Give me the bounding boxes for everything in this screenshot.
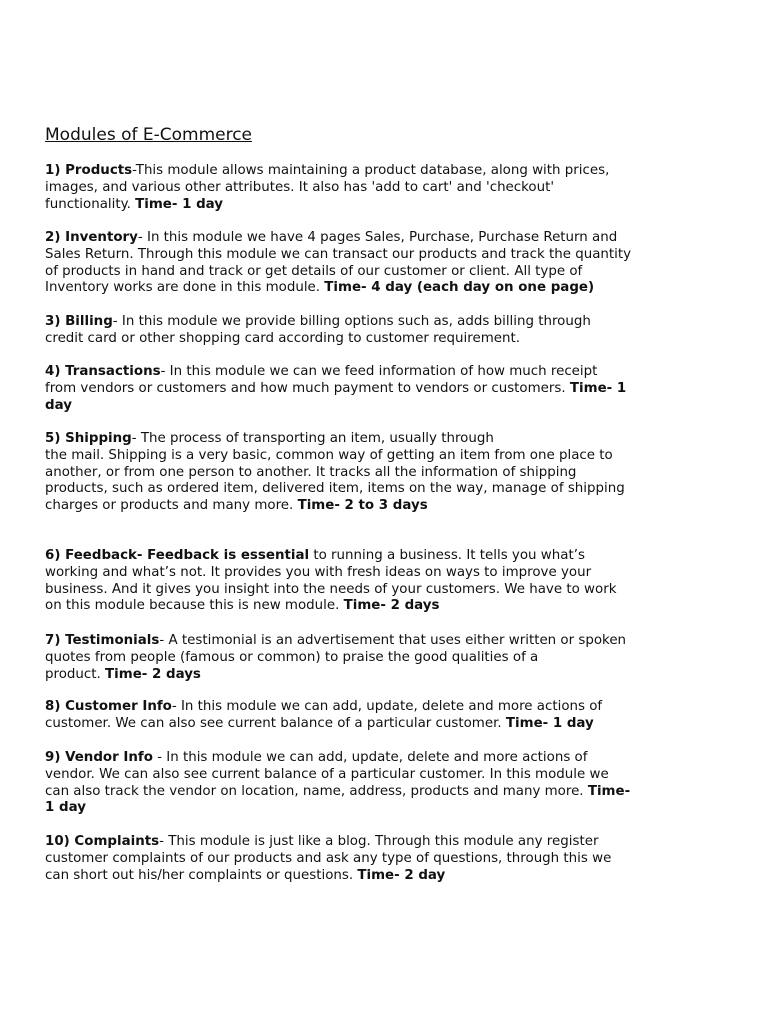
text-line (45, 364, 626, 381)
module-text: can also track the vendor on location, name, address, products and many more. (45, 783, 588, 799)
text-line (45, 548, 616, 565)
module-time: Time- 4 day (each day on one page) (324, 280, 595, 296)
module-heading: 5) Shipping (45, 431, 132, 446)
module-text: charges or products and many more. (45, 498, 298, 514)
module-text: customer complaints of our products and ask any type of questions, through this we (45, 850, 612, 866)
module-text: credit card or other shopping card according to customer requirement. (45, 330, 520, 346)
module-heading: 8) Customer Info (45, 699, 172, 714)
text-line (45, 716, 602, 733)
module-time: Time- 2 days (105, 666, 201, 682)
module-text: products, such as ordered item, delivered item, items on the way, manage of shipping (45, 481, 625, 497)
module-time: 1 day (45, 800, 86, 816)
section-vendor-info (45, 750, 630, 817)
module-text: working and what’s not. It provides you with fresh ideas on ways to improve your (45, 564, 592, 580)
module-time: Time- 2 days (343, 598, 440, 614)
text-line (45, 197, 609, 214)
section-billing (45, 314, 591, 348)
module-text: business. And it gives you insight into the needs of your customers. We have to work (45, 581, 617, 597)
module-text: - A testimonial is an advertisement that uses either written or spoken (159, 633, 627, 648)
text-line (45, 582, 616, 599)
module-text: images, and various other attributes. It also has 'add to cart' and 'checkout' (45, 179, 555, 195)
module-text: the mail. Shipping is a very basic, common way of getting an item from one place to (45, 447, 613, 463)
section-products (45, 163, 609, 213)
text-line (45, 868, 611, 885)
module-time: Time- 1 day (135, 196, 224, 212)
text-line (45, 331, 591, 348)
module-text: to running a business. It tells you what’s (309, 548, 585, 563)
module-text: product. (45, 666, 106, 682)
section-customer-info (45, 699, 602, 733)
text-line (45, 431, 625, 448)
text-line (45, 264, 631, 281)
module-heading: 9) Vendor Info (45, 750, 153, 765)
module-time: Time- (587, 783, 631, 799)
text-line (45, 448, 625, 465)
text-line (45, 381, 626, 398)
text-line (45, 800, 630, 817)
text-line (45, 699, 602, 716)
module-text: - In this module we provide billing options such as, adds billing through (112, 314, 591, 329)
text-line (45, 398, 626, 415)
module-text: functionality. (45, 196, 136, 212)
module-text: - In this module we can add, update, delete and more actions of (152, 750, 588, 765)
text-line (45, 767, 630, 784)
text-line (45, 650, 626, 667)
document-title: Modules of E-Commerce (45, 125, 253, 145)
module-text: Inventory works are done in this module. (45, 280, 325, 296)
section-transactions (45, 364, 626, 414)
module-time: Time- 2 day (357, 867, 446, 883)
text-line (45, 784, 630, 801)
section-feedback (45, 548, 616, 615)
section-inventory (45, 230, 631, 297)
module-text: another, or from one person to another. It tracks all the information of shipping (45, 464, 577, 480)
module-text: - The process of transporting an item, usually through (131, 431, 494, 446)
text-line (45, 851, 611, 868)
module-text: customer. We can also see current balance of a particular customer. (45, 715, 506, 731)
text-line (45, 314, 591, 331)
text-line (45, 481, 625, 498)
text-line (45, 667, 626, 684)
module-heading: 4) Transactions (45, 364, 161, 379)
module-text: - In this module we have 4 pages Sales, Purchase, Purchase Return and (137, 230, 618, 245)
module-time: Time- 1 day (505, 715, 594, 731)
text-line (45, 280, 631, 297)
section-shipping (45, 431, 625, 515)
module-heading: 2) Inventory (45, 230, 138, 245)
module-text: vendor. We can also see current balance of a particular customer. In this module we (45, 766, 609, 782)
text-line (45, 230, 631, 247)
module-text: can short out his/her complaints or questions. (45, 867, 358, 883)
module-time: Time- 1 (569, 380, 627, 396)
module-time: Time- 2 to 3 days (297, 498, 428, 514)
text-line (45, 498, 625, 515)
module-text: - In this module we can add, update, delete and more actions of (171, 699, 603, 714)
module-text: on this module because this is new module. (45, 598, 344, 614)
text-line (45, 465, 625, 482)
section-testimonials (45, 633, 626, 683)
text-line (45, 180, 609, 197)
module-heading: 10) Complaints (45, 834, 160, 849)
text-line (45, 633, 626, 650)
text-line (45, 834, 611, 851)
module-heading: 3) Billing (45, 314, 113, 329)
text-line (45, 163, 609, 180)
text-line (45, 750, 630, 767)
module-text: -This module allows maintaining a product database, along with prices, (132, 163, 610, 178)
module-text: - This module is just like a blog. Through this module any register (159, 834, 599, 849)
module-text: Sales Return. Through this module we can transact our products and track the quantity (45, 246, 632, 262)
module-heading: 7) Testimonials (45, 633, 160, 648)
text-line (45, 598, 616, 615)
module-heading: 1) Products (45, 163, 133, 178)
module-heading: 6) Feedback- Feedback is essential (45, 548, 310, 563)
text-line (45, 565, 616, 582)
module-text: - In this module we can we feed information of how much receipt (160, 364, 598, 379)
module-text: of products in hand and track or get details of our customer or client. All type of (45, 263, 583, 279)
section-complaints (45, 834, 611, 884)
module-time: day (45, 397, 72, 413)
module-text: from vendors or customers and how much payment to vendors or customers. (45, 380, 570, 396)
text-line (45, 247, 631, 264)
module-text: quotes from people (famous or common) to praise the good qualities of a (45, 649, 539, 665)
